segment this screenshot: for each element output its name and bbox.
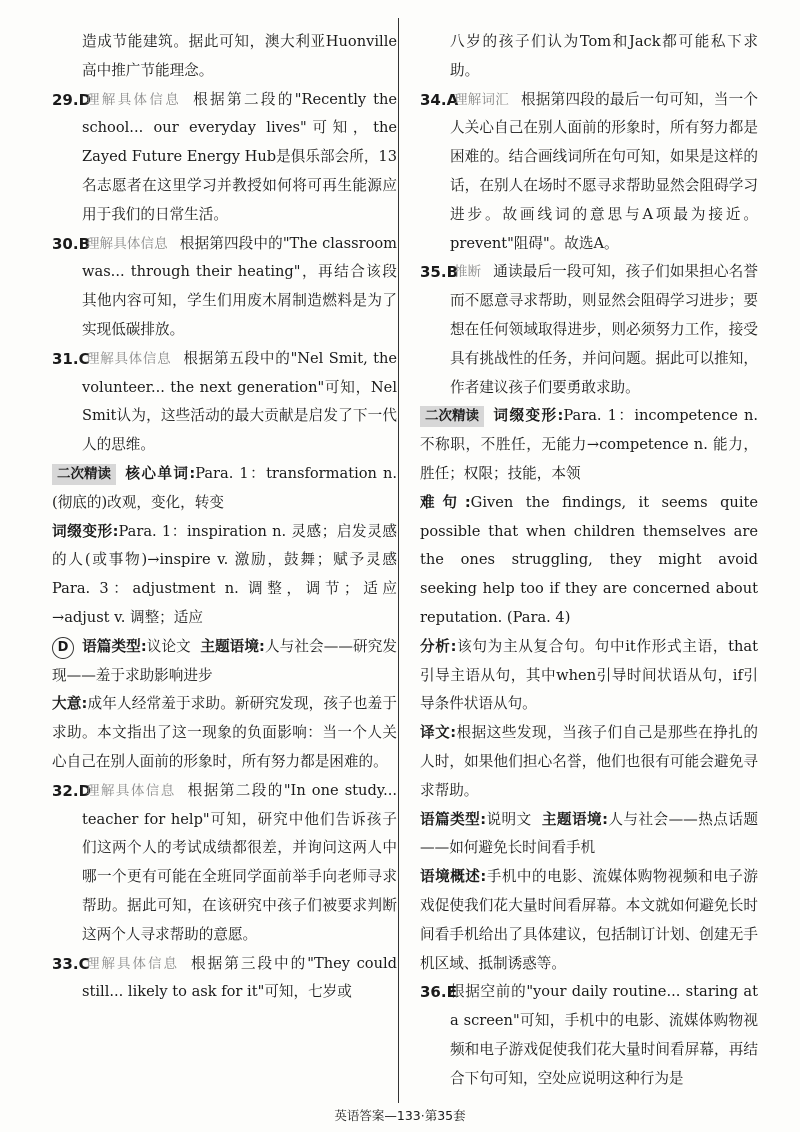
text-type: 说明文 [486,810,532,828]
context-summary [420,863,758,978]
answer-explanation: 根据第二段的"Recently the school... our everyday lives"可知，the Zayed Future Energy Hub是俱乐部会所，13名志愿者在这里学习并教授如何将可再生能源应用于我们的日常生活。 [82,90,397,223]
text-type-label: 语篇类型: [420,810,487,828]
intro-paragraph: 造成节能建筑。据此可知，澳大利亚Huonville高中推广节能理念。 [82,33,397,79]
answer-31 [52,345,397,460]
section-letter-badge: D [52,637,74,659]
question-type: 理解具体信息 [86,955,180,972]
answer-explanation: 根据第三段中的"They could still... likely to ask for it"可知，七岁或 [82,954,397,1001]
answer-explanation: 根据第五段中的"Nel Smit, the volunteer... the next generation"可知，Nel Smit认为，这些活动的最大贡献是启发了下一代人的思维。 [82,349,397,454]
theme-label: 主题语境: [541,810,608,828]
answer-number: 35.B [420,263,459,282]
affix-text: Para. 1：incompetence n. 不称职，不胜任，无能力→competence n. 能力，胜任；权限；技能，本领 [420,407,758,482]
answer-33 [52,950,397,1008]
context-text: 手机中的电影、流媒体购物视频和电子游戏促使我们花大量时间看屏幕。本文就如何避免长时间看手机给出了具体建议，包括制订计划、创建无手机区域、抵制诱惑等。 [420,868,758,972]
question-type: 理解词汇 [454,91,509,108]
theme-label: 主题语境: [200,637,265,655]
vocab-label: 核心单词: [124,464,196,482]
answer-explanation: 根据第四段的最后一句可知，当一个人关心自己在别人面前的形象时，所有努力都是困难的。结合画线词所在句可知，如果是这样的话，在别人在场时不愿寻求帮助显然会阻碍学习进步。故画线词的意思与A项最为接近。prevent"阻碍"。故选A。 [450,90,758,252]
answer-32 [52,777,397,950]
affix-label: 词缀变形: [52,522,119,540]
reread-badge: 二次精读 [420,406,484,427]
reread-badge: 二次精读 [52,464,116,485]
continued-paragraph: 八岁的孩子们认为Tom和Jack都可能私下求助。 [450,33,758,79]
analysis-text: 该句为主从复合句。句中it作形式主语，that引导主语从句，其中when引导时间状语从句，if引导条件状语从句。 [420,637,758,713]
right-column [420,28,758,1093]
column-divider [398,18,399,1103]
answer-number: 34.A [420,90,459,109]
text-type: 议论文 [146,637,191,655]
hard-sentence-text: Given the findings, it seems quite possible that when children themselves are the ones struggling, they might avoid seeking help too if they are concerned about reputation. (Para. 4) [420,493,759,626]
theme-text: 人与社会——热点话题——如何避免长时间看手机 [420,810,758,857]
answer-29 [52,86,397,230]
question-type: 推断 [454,264,482,281]
theme-text: 人与社会——研究发现——羞于求助影响进步 [52,637,397,684]
summary [52,690,397,776]
answer-35 [420,258,758,402]
question-type: 理解具体信息 [86,350,172,367]
hard-sentence [420,489,758,633]
answer-number: 33.C [52,954,90,973]
affix-label: 词缀变形: [492,407,564,425]
answer-number: 30.B [52,234,91,253]
section-e-header [420,806,758,864]
vocab-text: Para. 1：transformation n. (彻底的)改观，变化，转变 [52,464,397,511]
affix-text: Para. 1：inspiration n. 灵感；启发灵感的人(或事物)→inspire v. 激励，鼓舞；赋予灵感 Para. 3：adjustment n. 调整，调节；适应→adjust v. 调整；适应 [52,522,397,626]
answer-number: 36.E [420,983,457,1002]
affix-note [52,518,397,633]
left-column [52,28,397,1007]
question-type: 理解具体信息 [86,235,168,252]
reread-vocab [52,460,397,518]
translation-text: 根据这些发现，当孩子们自己是那些在挣扎的人时，如果他们担心名誉，他们也很有可能会避免寻求帮助。 [420,724,758,799]
answer-30 [52,230,397,345]
page-footer: 英语答案—133·第35套 [334,1108,466,1123]
translation [420,719,758,805]
answer-34 [420,86,758,259]
answer-explanation: 通读最后一段可知，孩子们如果担心名誉而不愿意寻求帮助，则显然会阻碍学习进步；要想在任何领域取得进步，则必须努力工作，接受具有挑战性的任务，并问问题。据此可以推知，作者建议孩子们要勇敢求助。 [450,263,758,396]
text-type-label: 语篇类型: [82,637,147,655]
summary-label: 大意: [52,695,88,713]
analysis-label: 分析: [420,637,457,655]
context-label: 语境概述: [420,868,487,886]
answer-number: 32.D [52,781,92,800]
summary-text: 成年人经常羞于求助。新研究发现，孩子也羞于求助。本文指出了这一现象的负面影响：当一个人关心自己在别人面前的形象时，所有努力都是困难的。 [52,695,397,770]
answer-explanation: 根据第二段的"In one study... teacher for help"可知，研究中他们告诉孩子们这两个人的考试成绩都很差，并询问这两人中哪一个更有可能在全班同学面前举手向老师寻求帮助。据此可知，在该研究中孩子们被要求判断这两个人寻求帮助的意愿。 [82,781,398,943]
analysis [420,633,758,719]
answer-explanation: 根据空前的"your daily routine... staring at a screen"可知，手机中的电影、流媒体购物视频和电子游戏促使我们花大量时间看屏幕，再结合下句可知，空处应说明这种行为是 [450,983,758,1087]
hard-sentence-label: 难句: [420,493,471,511]
translation-label: 译文: [420,724,457,742]
answer-number: 31.C [52,349,90,368]
answer-36 [420,978,758,1093]
question-type: 理解具体信息 [86,91,182,108]
reread-affix [420,402,758,488]
section-d-header [52,633,397,691]
question-type: 理解具体信息 [86,782,176,799]
answer-number: 29.D [52,90,92,109]
answer-explanation: 根据第四段中的"The classroom was... through their heating"，再结合该段其他内容可知，学生们用废木屑制造燃料是为了实现低碳排放。 [82,234,398,338]
